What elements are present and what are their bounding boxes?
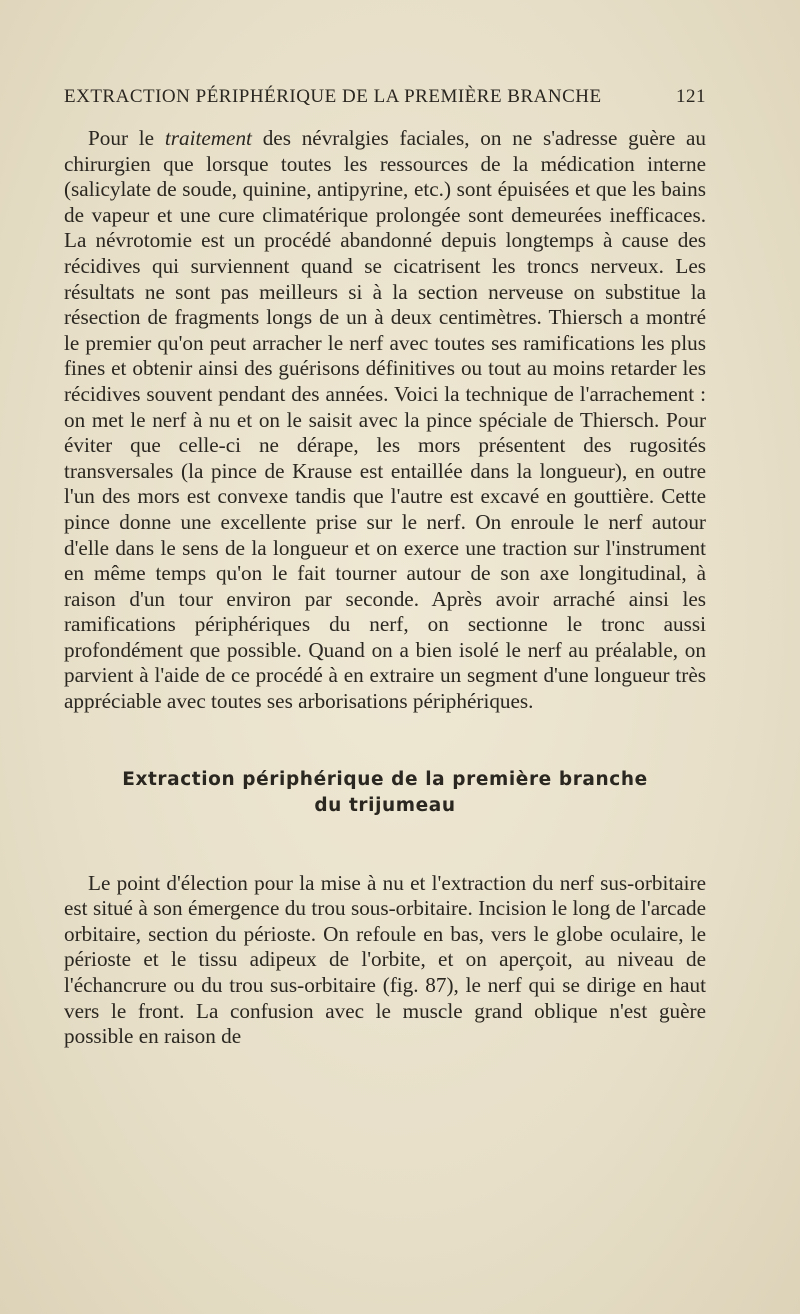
- paragraph-lead: Pour le: [88, 126, 165, 150]
- paragraph-body: des névralgies faciales, on ne s'adresse guère au chirurgien que lorsque toutes les ressources de la médication interne (salicylate de soude, quinine, antipyrine, etc.) sont épuisées et que les bains de vapeur et une cure climatérique prolongée sont demeurées inefficaces. La névrotomie est un procédé abandonné depuis longtemps à cause des récidives qui surviennent quand se cicatrisent les troncs nerveux. Les résultats ne sont pas meilleurs si à la section nerveuse on substitue la résection de fragments longs de un à deux centimètres. Thiersch a montré le premier qu'on peut arracher le nerf avec toutes ses ramifications les plus fines et obtenir ainsi des guérisons définitives ou tout au moins retarder les récidives souvent pendant des années. Voici la technique de l'arrachement : on met le nerf à nu et on le saisit avec la pince spéciale de Thiersch. Pour éviter que celle-ci ne dérape, les mors présentent des rugosités transversales (la pince de Krause est entaillée dans la longueur), en outre l'un des mors est convexe tandis que l'autre est excavé en gouttière. Cette pince donne une excellente prise sur le nerf. On enroule le nerf autour d'elle dans le sens de la longueur et on exerce une traction sur l'instrument en même temps qu'on le fait tourner autour de son axe longitudinal, à raison d'un tour environ par seconde. Après avoir arraché ainsi les ramifications périphériques du nerf, on sectionne le tronc aussi profondément que possible. Quand on a bien isolé le nerf au préalable, on parvient à l'aide de ce procédé à en extraire un segment d'une longueur très appréciable avec toutes ses arborisations périphériques.: [64, 126, 706, 714]
- book-page: [64, 86, 706, 1050]
- paragraph-treatment: [64, 126, 706, 715]
- section-heading: [64, 767, 706, 819]
- section-heading-line-1: Extraction périphérique de la première branche: [122, 768, 648, 790]
- emphasis-traitement: traitement: [164, 126, 252, 150]
- paragraph-election-point: Le point d'élection pour la mise à nu et l'extraction du nerf sus-orbitaire est situé à son émergence du trou sous-orbitaire. Incision le long de l'arcade orbitaire, section du périoste. On refoule en bas, vers le globe oculaire, le périoste et le tissu adipeux de l'orbite, et on aperçoit, au niveau de l'échancrure ou du trou sus-orbitaire (fig. 87), le nerf qui se dirige en haut vers le front. La confusion avec le muscle grand oblique n'est guère possible en raison de: [64, 870, 706, 1049]
- running-title: EXTRACTION PÉRIPHÉRIQUE DE LA PREMIÈRE BRANCHE: [64, 86, 602, 107]
- page-number: 121: [676, 86, 706, 107]
- running-head: [64, 86, 706, 112]
- body-text: [64, 126, 706, 1050]
- section-heading-line-2: du trijumeau: [314, 794, 456, 816]
